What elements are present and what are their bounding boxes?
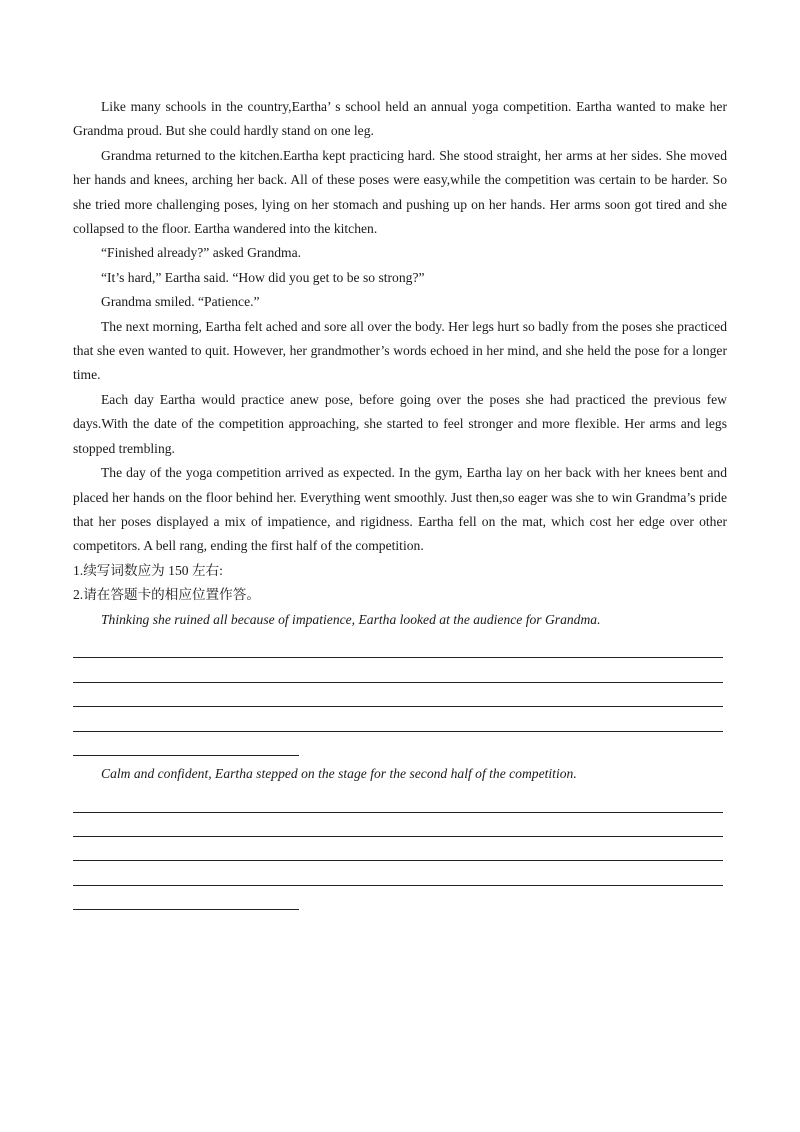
answer-line — [73, 837, 723, 861]
story-paragraph-1: Like many schools in the country,Eartha’ s school held an annual yoga competition. Eartha wanted to make her Grandma proud. But she could hardly stand on one leg. — [73, 99, 727, 139]
story-paragraph-2: Grandma returned to the kitchen.Eartha kept practicing hard. She stood straight, her arms at her sides. She moved her hands and knees, arching her back. All of these poses were easy,while the competition was certain to be harder. So she tried more challenging poses, lying on her stomach and pushing up on her hands. Her arms soon got tired and she collapsed to the floor. Eartha wandered into the kitchen. — [73, 147, 727, 237]
continuation-prompt-1: Thinking she ruined all because of impatience, Eartha looked at the audience for Grandma. — [101, 611, 601, 627]
instruction-word-count: 1.续写词数应为 150 左右: — [73, 562, 223, 578]
story-paragraph-5: Grandma smiled. “Patience.” — [101, 294, 260, 310]
answer-line — [73, 634, 723, 658]
document-page — [73, 95, 727, 910]
answer-line — [73, 861, 723, 885]
answer-lines-2 — [73, 788, 727, 910]
story-paragraph-8: The day of the yoga competition arrived as expected. In the gym, Eartha lay on her back with her knees bent and placed her hands on the floor behind her. Everything went smoothly. Just then,so eager was she to win Grandma’s pride that her poses displayed a mix of impatience, and rigidness. Eartha fell on the mat, which cost her edge over other competitors. A bell rang, ending the first half of the competition. — [73, 465, 727, 554]
answer-line-short — [73, 732, 299, 756]
story-paragraph-7: Each day Eartha would practice anew pose, before going over the poses she had practiced the previous few days.With the date of the competition approaching, she started to feel stronger and more flexible. Her arms and legs stopped trembling. — [73, 391, 727, 456]
answer-line — [73, 658, 723, 682]
continuation-prompt-2: Calm and confident, Eartha stepped on the stage for the second half of the competition. — [101, 765, 577, 781]
answer-line — [73, 707, 723, 731]
answer-lines-1 — [73, 634, 727, 756]
story-paragraph-6: The next morning, Eartha felt ached and sore all over the body. Her legs hurt so badly from the poses she practiced that she even wanted to quit. However, her grandmother’s words echoed in her mind, and she held the pose for a longer time. — [73, 318, 727, 383]
instruction-answer-location: 2.请在答题卡的相应位置作答。 — [73, 587, 260, 603]
story-paragraph-4: “It’s hard,” Eartha said. “How did you get to be so strong?” — [101, 269, 425, 285]
answer-line — [73, 683, 723, 707]
answer-line-short — [73, 886, 299, 910]
answer-line — [73, 813, 723, 837]
story-paragraph-3: “Finished already?” asked Grandma. — [101, 245, 302, 261]
answer-line — [73, 788, 723, 812]
